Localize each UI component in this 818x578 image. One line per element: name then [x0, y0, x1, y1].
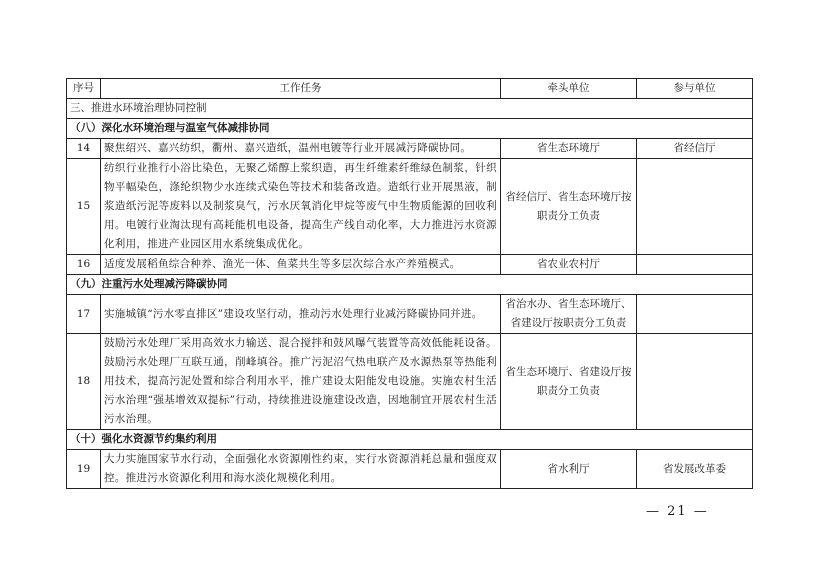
header-task: 工作任务 [101, 79, 501, 99]
group-row [67, 119, 753, 139]
header-seq: 序号 [67, 79, 101, 99]
table-row [67, 334, 753, 430]
row-participant [637, 255, 753, 275]
row-task: 纺织行业推行小浴比染色，无聚乙烯醇上浆织造，再生纤维素纤维绿色制浆，针织物平幅染色，涤纶织物少水连续式染色等技术和装备改造。造纸行业开展黑液，制浆造纸污泥等废料以及制浆臭气，污水厌氧消化甲烷等废气中生物质能源的回收利用。电镀行业淘汰现有高耗能机电设备，提高生产线自动化率，大力推进污水资源化利用，推进产业园区用水系统集成优化。 [101, 159, 501, 255]
row-lead: 省生态环境厅、省建设厅按职责分工负责 [501, 334, 637, 430]
table-row [67, 295, 753, 334]
group-row [67, 430, 753, 450]
group-title: （八）深化水环境治理与温室气体减排协同 [67, 119, 753, 139]
row-lead: 省水利厅 [501, 450, 637, 489]
group-row [67, 275, 753, 295]
row-participant: 省经信厅 [637, 139, 753, 159]
table-row [67, 255, 753, 275]
table-row [67, 139, 753, 159]
row-participant [637, 159, 753, 255]
group-title: （十）强化水资源节约集约利用 [67, 430, 753, 450]
header-row [67, 79, 753, 99]
row-task: 大力实施国家节水行动，全面强化水资源刚性约束，实行水资源消耗总量和强度双控。推进污水资源化利用和海水淡化规模化利用。 [101, 450, 501, 489]
row-lead: 省经信厅、省生态环境厅按职责分工负责 [501, 159, 637, 255]
row-lead: 省农业农村厅 [501, 255, 637, 275]
row-participant [637, 334, 753, 430]
row-task: 实施城镇“污水零直排区”建设攻坚行动，推动污水处理行业减污降碳协同并进。 [101, 295, 501, 334]
row-participant: 省发展改革委 [637, 450, 753, 489]
group-title: （九）注重污水处理减污降碳协同 [67, 275, 753, 295]
row-number: 15 [67, 159, 101, 255]
table-row [67, 159, 753, 255]
row-task: 聚焦绍兴、嘉兴纺织，衢州、嘉兴造纸，温州电镀等行业开展减污降碳协同。 [101, 139, 501, 159]
row-lead: 省治水办、省生态环境厅、省建设厅按职责分工负责 [501, 295, 637, 334]
row-participant [637, 295, 753, 334]
task-table [66, 78, 753, 489]
header-participant: 参与单位 [637, 79, 753, 99]
row-task: 适度发展稻鱼综合种养、渔光一体、鱼菜共生等多层次综合水产养殖模式。 [101, 255, 501, 275]
row-number: 19 [67, 450, 101, 489]
page-number: — 21 — [646, 504, 709, 519]
row-task: 鼓励污水处理厂采用高效水力输送、混合搅拌和鼓风曝气装置等高效低能耗设备。鼓励污水处理厂互联互通，削峰填谷。推广污泥沼气热电联产及水源热泵等热能利用技术，提高污泥处置和综合利用水平，推广建设太阳能发电设施。实施农村生活污水治理“强基增效双提标”行动，持续推进设施建设改造，因地制宜开展农村生活污水治理。 [101, 334, 501, 430]
section-title: 三、推进水环境治理协同控制 [67, 99, 753, 119]
section-row [67, 99, 753, 119]
row-number: 16 [67, 255, 101, 275]
row-number: 17 [67, 295, 101, 334]
row-number: 14 [67, 139, 101, 159]
table-row [67, 450, 753, 489]
header-lead: 牵头单位 [501, 79, 637, 99]
row-number: 18 [67, 334, 101, 430]
row-lead: 省生态环境厅 [501, 139, 637, 159]
